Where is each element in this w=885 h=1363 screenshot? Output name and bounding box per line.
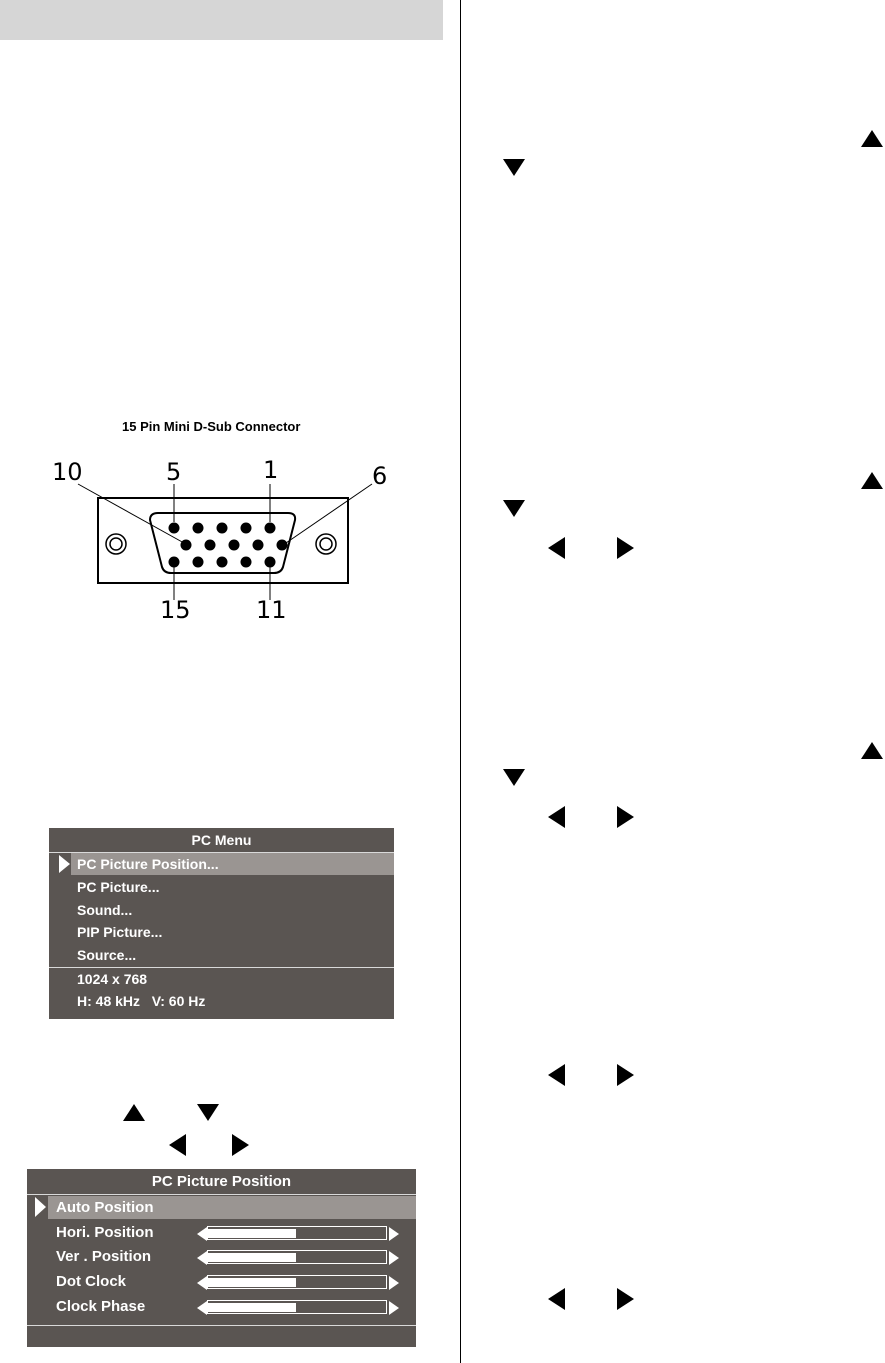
pc-menu-title: PC Menu	[191, 832, 252, 848]
ver-position-slider[interactable]	[197, 1249, 402, 1267]
right-arrow-icon	[617, 1064, 634, 1086]
menu-item-pc-picture[interactable]: PC Picture...	[77, 879, 160, 895]
slider-fill	[208, 1253, 296, 1262]
hori-position-label: Hori. Position	[56, 1224, 154, 1241]
left-arrow-icon	[548, 806, 565, 828]
down-arrow-icon	[503, 159, 525, 176]
slider-right-arrow-icon[interactable]	[389, 1276, 399, 1290]
slider-fill	[208, 1278, 296, 1287]
section-header-bar	[0, 0, 443, 40]
selection-arrow-icon	[59, 855, 70, 873]
right-arrow-icon	[617, 1288, 634, 1310]
left-arrow-icon	[169, 1134, 186, 1156]
down-arrow-icon	[503, 500, 525, 517]
dsub-connector-diagram	[50, 450, 410, 630]
up-arrow-icon	[861, 472, 883, 489]
up-arrow-icon	[861, 130, 883, 147]
pc-menu-osd	[49, 828, 394, 1019]
auto-position-item[interactable]: Auto Position	[56, 1199, 154, 1216]
menu-separator	[27, 1194, 416, 1195]
hori-position-slider[interactable]	[197, 1225, 402, 1243]
selection-arrow-icon	[35, 1197, 46, 1217]
clock-phase-slider[interactable]	[197, 1299, 402, 1317]
left-arrow-icon	[548, 537, 565, 559]
connector-title: 15 Pin Mini D-Sub Connector	[122, 419, 301, 434]
clock-phase-label: Clock Phase	[56, 1298, 146, 1315]
resolution-info: 1024 x 768	[77, 971, 148, 987]
right-arrow-icon	[617, 806, 634, 828]
menu-item-sound[interactable]: Sound...	[77, 902, 133, 918]
left-arrow-icon	[548, 1064, 565, 1086]
right-arrow-icon	[232, 1134, 249, 1156]
down-arrow-icon	[503, 769, 525, 786]
pin-label-6: 6	[372, 462, 388, 490]
slider-left-arrow-icon[interactable]	[197, 1301, 207, 1315]
pin-label-11: 11	[256, 596, 287, 624]
dot-clock-label: Dot Clock	[56, 1273, 127, 1290]
menu-item-pc-picture-position[interactable]: PC Picture Position...	[77, 856, 219, 872]
menu-item-pip-picture[interactable]: PIP Picture...	[77, 924, 163, 940]
frequency-info: H: 48 kHz V: 60 Hz	[77, 993, 206, 1009]
pin-label-1: 1	[263, 456, 279, 484]
menu-separator	[27, 1325, 416, 1326]
right-arrow-icon	[617, 537, 634, 559]
slider-right-arrow-icon[interactable]	[389, 1227, 399, 1241]
left-arrow-icon	[548, 1288, 565, 1310]
down-arrow-icon	[197, 1104, 219, 1121]
up-arrow-icon	[861, 742, 883, 759]
slider-fill	[208, 1229, 296, 1238]
slider-left-arrow-icon[interactable]	[197, 1276, 207, 1290]
slider-right-arrow-icon[interactable]	[389, 1251, 399, 1265]
pc-picture-position-osd	[27, 1169, 416, 1347]
pin-label-10: 10	[52, 458, 83, 486]
slider-right-arrow-icon[interactable]	[389, 1301, 399, 1315]
pin-label-15: 15	[160, 596, 191, 624]
ver-position-label: Ver . Position	[56, 1248, 152, 1265]
pc-picture-position-title: PC Picture Position	[151, 1173, 292, 1190]
slider-left-arrow-icon[interactable]	[197, 1251, 207, 1265]
dot-clock-slider[interactable]	[197, 1274, 402, 1292]
pin-label-5: 5	[166, 458, 182, 486]
dsub-connector-drawing	[50, 450, 410, 630]
menu-item-source[interactable]: Source...	[77, 947, 137, 963]
slider-fill	[208, 1303, 296, 1312]
column-divider	[460, 0, 461, 1363]
up-arrow-icon	[123, 1104, 145, 1121]
slider-left-arrow-icon[interactable]	[197, 1227, 207, 1241]
